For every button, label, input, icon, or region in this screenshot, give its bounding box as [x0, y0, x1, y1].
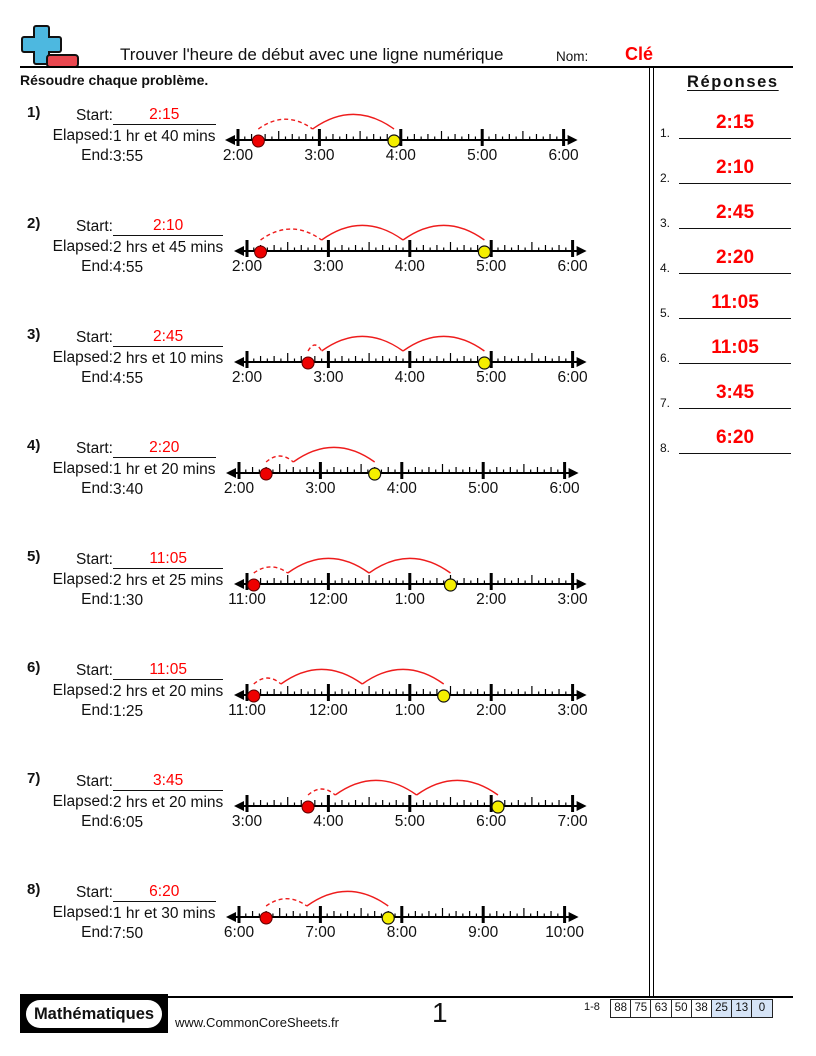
- elapsed-label: Elapsed:: [52, 349, 113, 366]
- elapsed-value: 2 hrs et 45 mins: [113, 239, 224, 256]
- hour-jump-arc: [293, 447, 374, 462]
- logo-icon: [18, 22, 82, 70]
- start-dot-icon: [302, 801, 314, 813]
- end-value: 7:50: [113, 925, 144, 942]
- elapsed-value: 2 hrs et 20 mins: [113, 794, 224, 811]
- problem-number: 3): [27, 326, 41, 343]
- arrow-right-icon: [577, 801, 587, 811]
- problem-number: 2): [27, 215, 41, 232]
- answer-line: [679, 273, 791, 274]
- hour-jump-arc: [322, 225, 403, 240]
- answer-number: 5.: [660, 306, 671, 320]
- answer-row: [660, 290, 795, 320]
- elapsed-label: Elapsed:: [52, 904, 113, 921]
- hour-jump-arc: [403, 336, 484, 351]
- problem-number: 8): [27, 881, 41, 898]
- hour-jump-arc: [307, 891, 388, 906]
- start-dot-icon: [252, 135, 264, 147]
- elapsed-label: Elapsed:: [52, 571, 113, 588]
- start-label: Start:: [75, 773, 113, 790]
- start-label: Start:: [75, 551, 113, 568]
- start-label: Start:: [75, 107, 113, 124]
- hour-label: 8:00: [386, 924, 417, 941]
- hour-jump-arc: [335, 780, 416, 795]
- hour-label: 11:00: [228, 591, 266, 608]
- end-label: End:: [81, 591, 113, 608]
- hour-label: 12:00: [309, 702, 348, 719]
- elapsed-label: Elapsed:: [52, 682, 113, 699]
- hour-label: 5:00: [467, 147, 498, 164]
- hour-jump-arc: [369, 558, 450, 573]
- hour-label: 6:00: [223, 924, 255, 941]
- end-label: End:: [81, 147, 113, 164]
- hour-label: 6:00: [548, 147, 579, 164]
- hour-label: 3:00: [557, 591, 588, 608]
- hour-label: 4:00: [394, 258, 425, 275]
- minutes-jump-arc: [308, 345, 322, 351]
- answer-line: [679, 408, 791, 409]
- answer-field[interactable]: 2:45: [715, 202, 755, 223]
- answer-row: [660, 245, 795, 275]
- answer-row: [660, 200, 795, 230]
- hour-label: 12:00: [309, 591, 348, 608]
- answer-field[interactable]: 3:45: [715, 382, 755, 403]
- answer-line: [679, 453, 791, 454]
- problem: [0, 326, 640, 429]
- number-line: [0, 92, 620, 172]
- hour-label: 2:00: [476, 702, 507, 719]
- arrow-left-icon: [226, 468, 236, 478]
- minutes-jump-arc: [266, 899, 307, 906]
- arrow-left-icon: [234, 801, 244, 811]
- hour-jump-arc: [288, 558, 369, 573]
- hour-jump-arc: [362, 669, 443, 684]
- start-answer-field[interactable]: 11:05: [113, 551, 223, 569]
- hour-label: 5:00: [468, 480, 499, 497]
- problem: [0, 548, 640, 651]
- answer-field[interactable]: 11:05: [711, 337, 759, 358]
- number-line: [0, 758, 620, 838]
- problem-number: 4): [27, 437, 41, 454]
- start-dot-icon: [255, 246, 267, 258]
- problem: [0, 437, 640, 540]
- elapsed-label: Elapsed:: [52, 238, 113, 255]
- hour-jump-arc: [313, 114, 394, 129]
- problem-number: 6): [27, 659, 41, 676]
- hour-label: 5:00: [394, 813, 425, 830]
- end-value: 4:55: [113, 259, 144, 276]
- arrow-right-icon: [577, 357, 587, 367]
- answer-row: [660, 380, 795, 410]
- elapsed-label: Elapsed:: [52, 127, 113, 144]
- answer-field[interactable]: 2:20: [715, 247, 755, 268]
- answer-line: [679, 183, 791, 184]
- hour-label: 2:00: [231, 258, 263, 275]
- name-value: Clé: [625, 44, 654, 64]
- end-label: End:: [81, 369, 113, 386]
- hour-label: 2:00: [231, 369, 263, 386]
- answer-number: 8.: [660, 441, 671, 455]
- score-cell: 50: [672, 1000, 692, 1017]
- score-range-label: 1-8: [584, 1001, 600, 1013]
- end-value: 1:30: [113, 592, 144, 609]
- problem-number: 5): [27, 548, 41, 565]
- end-dot-icon: [438, 690, 450, 702]
- answer-row: [660, 155, 795, 185]
- start-answer-field[interactable]: 11:05: [113, 662, 223, 680]
- score-table: [610, 999, 773, 1018]
- end-label: End:: [81, 924, 113, 941]
- hour-label: 3:00: [231, 813, 263, 830]
- problem-number: 7): [27, 770, 41, 787]
- answer-line: [679, 318, 791, 319]
- number-line: [0, 203, 620, 283]
- end-dot-icon: [382, 912, 394, 924]
- hour-label: 2:00: [222, 147, 254, 164]
- instructions: Résoudre chaque problème.: [20, 72, 209, 88]
- start-dot-icon: [248, 690, 260, 702]
- end-dot-icon: [492, 801, 504, 813]
- hour-label: 10:00: [545, 924, 584, 941]
- minutes-jump-arc: [308, 789, 335, 795]
- end-label: End:: [81, 258, 113, 275]
- end-value: 6:05: [113, 814, 144, 831]
- hour-label: 9:00: [468, 924, 499, 941]
- hour-label: 3:00: [304, 147, 335, 164]
- answer-line: [679, 138, 791, 139]
- end-label: End:: [81, 813, 113, 830]
- end-dot-icon: [478, 246, 490, 258]
- hour-label: 2:00: [223, 480, 255, 497]
- score-cell: 88: [611, 1000, 631, 1017]
- hour-label: 4:00: [394, 369, 425, 386]
- score-cell: 0: [752, 1000, 772, 1017]
- score-cell: 63: [651, 1000, 671, 1017]
- start-answer-field[interactable]: 2:45: [113, 329, 223, 347]
- start-label: Start:: [75, 662, 113, 679]
- number-line: [0, 314, 620, 394]
- elapsed-value: 1 hr et 40 mins: [113, 128, 216, 145]
- arrow-left-icon: [226, 912, 236, 922]
- answers-heading: Réponses: [687, 73, 779, 91]
- elapsed-value: 2 hrs et 10 mins: [113, 350, 224, 367]
- start-dot-icon: [260, 912, 272, 924]
- answer-field[interactable]: 2:10: [715, 157, 755, 178]
- worksheet-title: Trouver l'heure de début avec une ligne numérique: [120, 45, 504, 64]
- hour-label: 3:00: [313, 369, 344, 386]
- hour-jump-arc: [281, 669, 362, 684]
- answer-number: 4.: [660, 261, 671, 275]
- score-cell: 25: [712, 1000, 732, 1017]
- start-dot-icon: [302, 357, 314, 369]
- answer-field[interactable]: 2:15: [715, 112, 755, 133]
- page-number: 1: [432, 997, 448, 1028]
- end-dot-icon: [445, 579, 457, 591]
- hour-label: 3:00: [557, 702, 588, 719]
- arrow-right-icon: [577, 579, 587, 589]
- arrow-left-icon: [234, 690, 244, 700]
- arrow-right-icon: [569, 468, 579, 478]
- start-label: Start:: [75, 218, 113, 235]
- hour-label: 4:00: [313, 813, 344, 830]
- end-value: 3:55: [113, 148, 144, 165]
- hour-label: 1:00: [394, 591, 425, 608]
- end-value: 3:40: [113, 481, 144, 498]
- minutes-jump-arc: [254, 678, 281, 684]
- hour-jump-arc: [322, 336, 403, 351]
- end-label: End:: [81, 480, 113, 497]
- arrow-left-icon: [234, 579, 244, 589]
- arrow-left-icon: [225, 135, 235, 145]
- end-dot-icon: [369, 468, 381, 480]
- number-line: [0, 869, 620, 949]
- hour-label: 6:00: [549, 480, 580, 497]
- end-value: 4:55: [113, 370, 144, 387]
- arrow-right-icon: [577, 246, 587, 256]
- hour-label: 7:00: [557, 813, 588, 830]
- hour-label: 3:00: [305, 480, 336, 497]
- hour-label: 6:00: [557, 258, 588, 275]
- answer-number: 2.: [660, 171, 671, 185]
- minutes-jump-arc: [261, 229, 322, 240]
- hour-label: 4:00: [386, 480, 417, 497]
- minutes-jump-arc: [254, 567, 288, 573]
- minutes-jump-arc: [258, 119, 312, 129]
- minutes-jump-arc: [266, 456, 293, 462]
- hour-jump-arc: [417, 780, 498, 795]
- start-label: Start:: [75, 884, 113, 901]
- start-label: Start:: [75, 329, 113, 346]
- hour-label: 4:00: [385, 147, 416, 164]
- end-dot-icon: [478, 357, 490, 369]
- number-line: [0, 536, 620, 616]
- arrow-right-icon: [568, 135, 578, 145]
- problem: [0, 104, 640, 207]
- problem: [0, 881, 640, 984]
- problem: [0, 770, 640, 873]
- hour-label: 1:00: [394, 702, 425, 719]
- answer-row: [660, 425, 795, 455]
- end-dot-icon: [388, 135, 400, 147]
- hour-label: 6:00: [476, 813, 507, 830]
- header-divider: [20, 66, 793, 68]
- end-value: 1:25: [113, 703, 144, 720]
- hour-label: 5:00: [476, 369, 507, 386]
- hour-jump-arc: [403, 225, 484, 240]
- problem-number: 1): [27, 104, 41, 121]
- elapsed-value: 2 hrs et 25 mins: [113, 572, 224, 589]
- answer-line: [679, 228, 791, 229]
- hour-label: 7:00: [305, 924, 336, 941]
- start-answer-field[interactable]: 2:10: [113, 218, 223, 236]
- elapsed-value: 2 hrs et 20 mins: [113, 683, 224, 700]
- start-dot-icon: [260, 468, 272, 480]
- hour-label: 5:00: [476, 258, 507, 275]
- answer-number: 3.: [660, 216, 671, 230]
- number-line: [0, 425, 620, 505]
- answer-field[interactable]: 6:20: [715, 427, 755, 448]
- hour-label: 3:00: [313, 258, 344, 275]
- arrow-right-icon: [577, 690, 587, 700]
- start-answer-field[interactable]: 3:45: [113, 773, 223, 791]
- name-label: Nom:: [556, 49, 589, 64]
- arrow-left-icon: [234, 357, 244, 367]
- answer-number: 1.: [660, 126, 671, 140]
- start-label: Start:: [75, 440, 113, 457]
- problem: [0, 659, 640, 762]
- elapsed-value: 1 hr et 30 mins: [113, 905, 216, 922]
- elapsed-label: Elapsed:: [52, 460, 113, 477]
- elapsed-value: 1 hr et 20 mins: [113, 461, 216, 478]
- answer-number: 7.: [660, 396, 671, 410]
- score-cell: 13: [732, 1000, 752, 1017]
- elapsed-label: Elapsed:: [52, 793, 113, 810]
- answer-row: [660, 335, 795, 365]
- subject-label: Mathématiques: [26, 1000, 162, 1028]
- arrow-right-icon: [569, 912, 579, 922]
- answer-field[interactable]: 11:05: [711, 292, 759, 313]
- start-answer-field[interactable]: 6:20: [113, 884, 216, 902]
- answer-line: [679, 363, 791, 364]
- hour-label: 2:00: [476, 591, 507, 608]
- score-cell: 38: [692, 1000, 712, 1017]
- start-answer-field[interactable]: 2:15: [113, 107, 216, 125]
- start-answer-field[interactable]: 2:20: [113, 440, 216, 458]
- number-line: [0, 647, 620, 727]
- end-label: End:: [81, 702, 113, 719]
- hour-label: 11:00: [228, 702, 266, 719]
- answer-row: [660, 110, 795, 140]
- column-divider: [649, 68, 654, 997]
- score-cell: 75: [631, 1000, 651, 1017]
- site-link[interactable]: www.CommonCoreSheets.fr: [175, 1015, 339, 1030]
- problem: [0, 215, 640, 318]
- answer-number: 6.: [660, 351, 671, 365]
- hour-label: 6:00: [557, 369, 588, 386]
- start-dot-icon: [248, 579, 260, 591]
- arrow-left-icon: [234, 246, 244, 256]
